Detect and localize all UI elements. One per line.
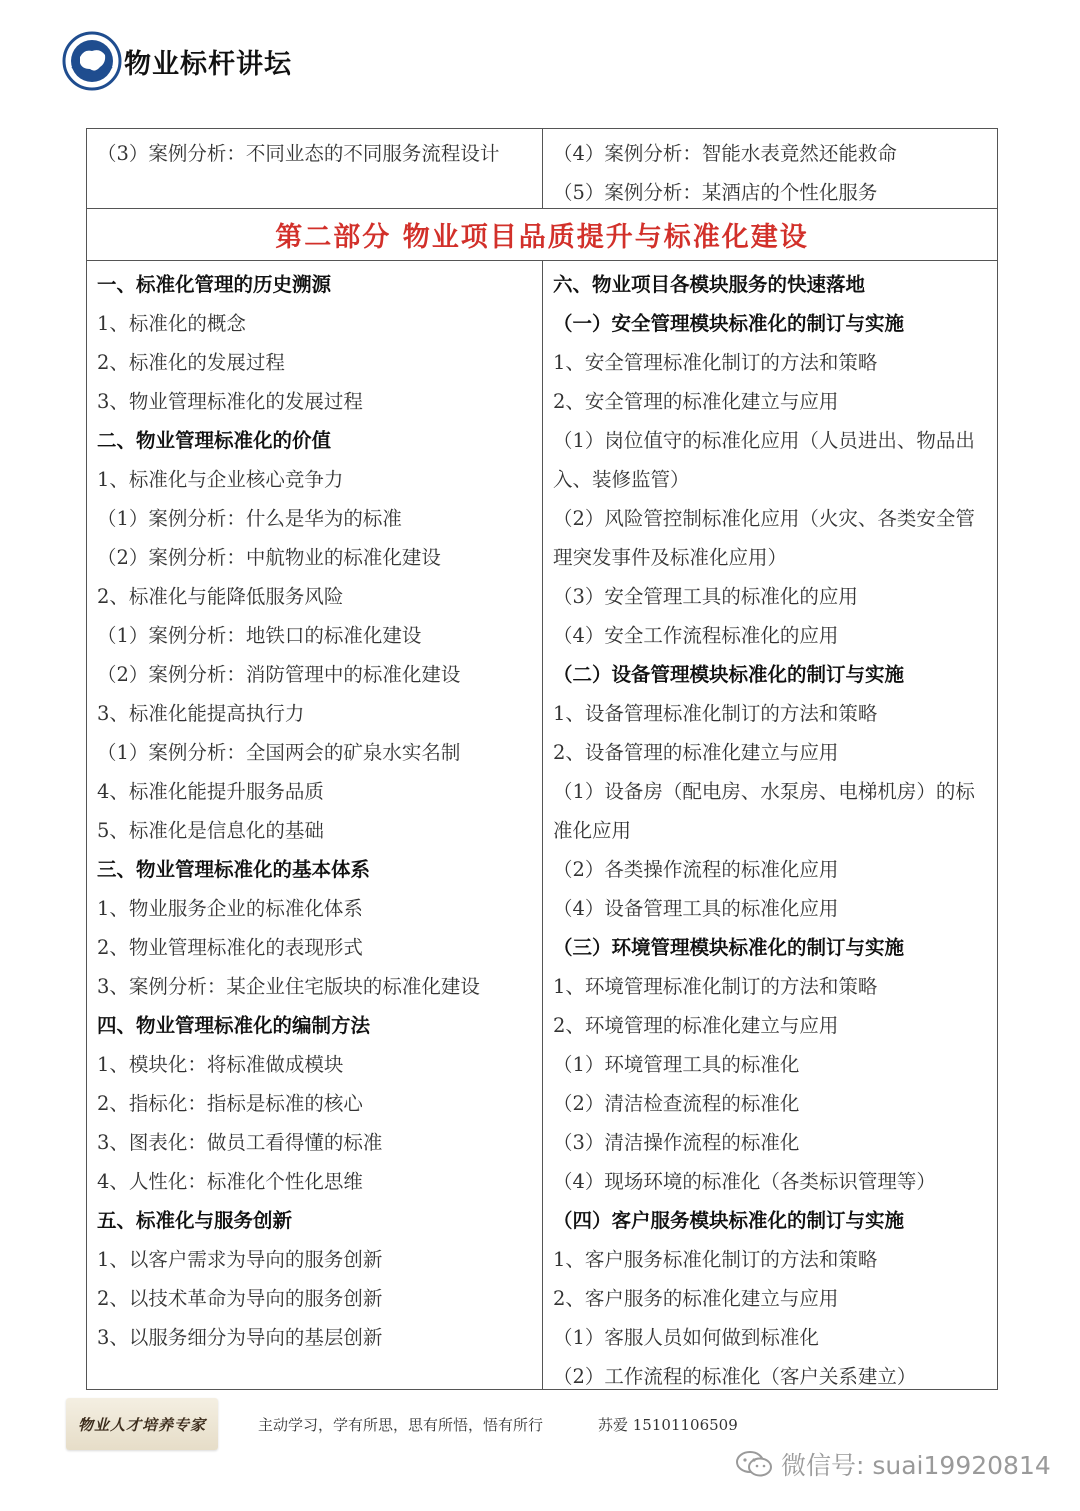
outline-item: 4、标准化能提升服务品质 — [97, 780, 324, 803]
outline-item: 1、环境管理标准化制订的方法和策略 — [553, 975, 878, 998]
outline-heading: 三、物业管理标准化的基本体系 — [97, 858, 371, 881]
outline-item: 2、标准化的发展过程 — [97, 351, 285, 374]
outline-item: （2）案例分析：中航物业的标准化建设 — [97, 546, 441, 569]
outline-item: （1）案例分析：地铁口的标准化建设 — [97, 624, 422, 647]
wechat-id: 微信号: suai19920814 — [781, 1451, 1051, 1480]
outline-line: （3）案例分析：不同业态的不同服务流程设计 — [97, 142, 500, 165]
outline-heading: 一、标准化管理的历史溯源 — [97, 273, 332, 296]
outline-heading: （二）设备管理模块标准化的制订与实施 — [553, 663, 905, 686]
outline-item: 2、客户服务的标准化建立与应用 — [553, 1287, 839, 1310]
outline-heading: （一）安全管理模块标准化的制订与实施 — [553, 312, 905, 335]
outline-item: 5、标准化是信息化的基础 — [97, 819, 324, 842]
footer-stamp — [66, 1398, 218, 1450]
outline-line: （4）案例分析：智能水表竟然还能救命 — [553, 142, 897, 165]
forum-logo-icon — [62, 31, 122, 91]
section-title: 第二部分 物业项目品质提升与标准化建设 — [275, 222, 809, 253]
outline-item: （1）岗位值守的标准化应用（人员进出、物品出入、装修监管） — [553, 429, 975, 491]
outline-item: 1、安全管理标准化制订的方法和策略 — [553, 351, 878, 374]
outline-item: 4、人性化：标准化个性化思维 — [97, 1170, 363, 1193]
stamp-text: 物业人才培养专家 — [77, 1415, 206, 1434]
outline-item: （3）清洁操作流程的标准化 — [553, 1131, 800, 1154]
outline-item: （2）清洁检查流程的标准化 — [553, 1092, 800, 1115]
outline-item: （2）案例分析：消防管理中的标准化建设 — [97, 663, 461, 686]
outline-item: 2、设备管理的标准化建立与应用 — [553, 741, 839, 764]
left-outline-column — [87, 261, 543, 1389]
wechat-icon — [735, 1449, 773, 1479]
outline-heading: 六、物业项目各模块服务的快速落地 — [553, 273, 866, 296]
outline-line: （5）案例分析：某酒店的个性化服务 — [553, 181, 878, 204]
outline-item: （1）客服人员如何做到标准化 — [553, 1326, 819, 1349]
outline-item: （4）设备管理工具的标准化应用 — [553, 897, 839, 920]
outline-item: 3、标准化能提高执行力 — [97, 702, 305, 725]
outline-item: （1）设备房（配电房、水泵房、电梯机房）的标准化应用 — [553, 780, 975, 842]
outline-item: 1、标准化与企业核心竞争力 — [97, 468, 344, 491]
outline-item: 3、以服务细分为导向的基层创新 — [97, 1326, 383, 1349]
outline-item: 2、以技术革命为导向的服务创新 — [97, 1287, 383, 1310]
outline-item: 2、物业管理标准化的表现形式 — [97, 936, 363, 959]
outline-item: （2）风险管控制标准化应用（火灾、各类安全管理突发事件及标准化应用） — [553, 507, 975, 569]
outline-item: 1、物业服务企业的标准化体系 — [97, 897, 363, 920]
top-row — [87, 129, 997, 209]
outline-item: （1）环境管理工具的标准化 — [553, 1053, 800, 1076]
top-right-cell — [543, 129, 997, 208]
outline-item: 3、物业管理标准化的发展过程 — [97, 390, 363, 413]
outline-item: （4）现场环境的标准化（各类标识管理等） — [553, 1170, 936, 1193]
wechat-watermark — [735, 1446, 1051, 1482]
outline-item: 1、客户服务标准化制订的方法和策略 — [553, 1248, 878, 1271]
outline-heading: （三）环境管理模块标准化的制订与实施 — [553, 936, 905, 959]
outline-item: 1、模块化：将标准做成模块 — [97, 1053, 344, 1076]
right-outline-column — [543, 261, 997, 1389]
outline-heading: 五、标准化与服务创新 — [97, 1209, 293, 1232]
outline-item: （3）安全管理工具的标准化的应用 — [553, 585, 858, 608]
outline-heading: 四、物业管理标准化的编制方法 — [97, 1014, 371, 1037]
outline-item: 2、安全管理的标准化建立与应用 — [553, 390, 839, 413]
brand-name: 物业标杆讲坛 — [124, 48, 292, 80]
outline-item: 1、标准化的概念 — [97, 312, 246, 335]
outline-item: 2、环境管理的标准化建立与应用 — [553, 1014, 839, 1037]
outline-item: 3、图表化：做员工看得懂的标准 — [97, 1131, 383, 1154]
header — [62, 26, 292, 96]
outline-item: （1）案例分析：全国两会的矿泉水实名制 — [97, 741, 461, 764]
outline-heading: （四）客户服务模块标准化的制订与实施 — [553, 1209, 905, 1232]
outline-item: （1）案例分析：什么是华为的标准 — [97, 507, 402, 530]
footer-motto: 主动学习，学有所思，思有所悟，悟有所行 — [258, 1416, 544, 1434]
footer-contact: 苏爱 15101106509 — [598, 1416, 738, 1434]
top-left-cell — [87, 129, 543, 208]
outline-item: 2、指标化：指标是标准的核心 — [97, 1092, 363, 1115]
outline-body-row — [87, 261, 997, 1389]
outline-item: 1、以客户需求为导向的服务创新 — [97, 1248, 383, 1271]
section-title-row — [87, 209, 997, 261]
outline-item: 1、设备管理标准化制订的方法和策略 — [553, 702, 878, 725]
outline-item: （2）各类操作流程的标准化应用 — [553, 858, 839, 881]
outline-item: 2、标准化与能降低服务风险 — [97, 585, 344, 608]
course-outline-table — [86, 128, 998, 1390]
outline-item: 3、案例分析：某企业住宅版块的标准化建设 — [97, 975, 480, 998]
outline-item: （2）工作流程的标准化（客户关系建立） — [553, 1365, 917, 1388]
outline-heading: 二、物业管理标准化的价值 — [97, 429, 332, 452]
outline-item: （4）安全工作流程标准化的应用 — [553, 624, 839, 647]
